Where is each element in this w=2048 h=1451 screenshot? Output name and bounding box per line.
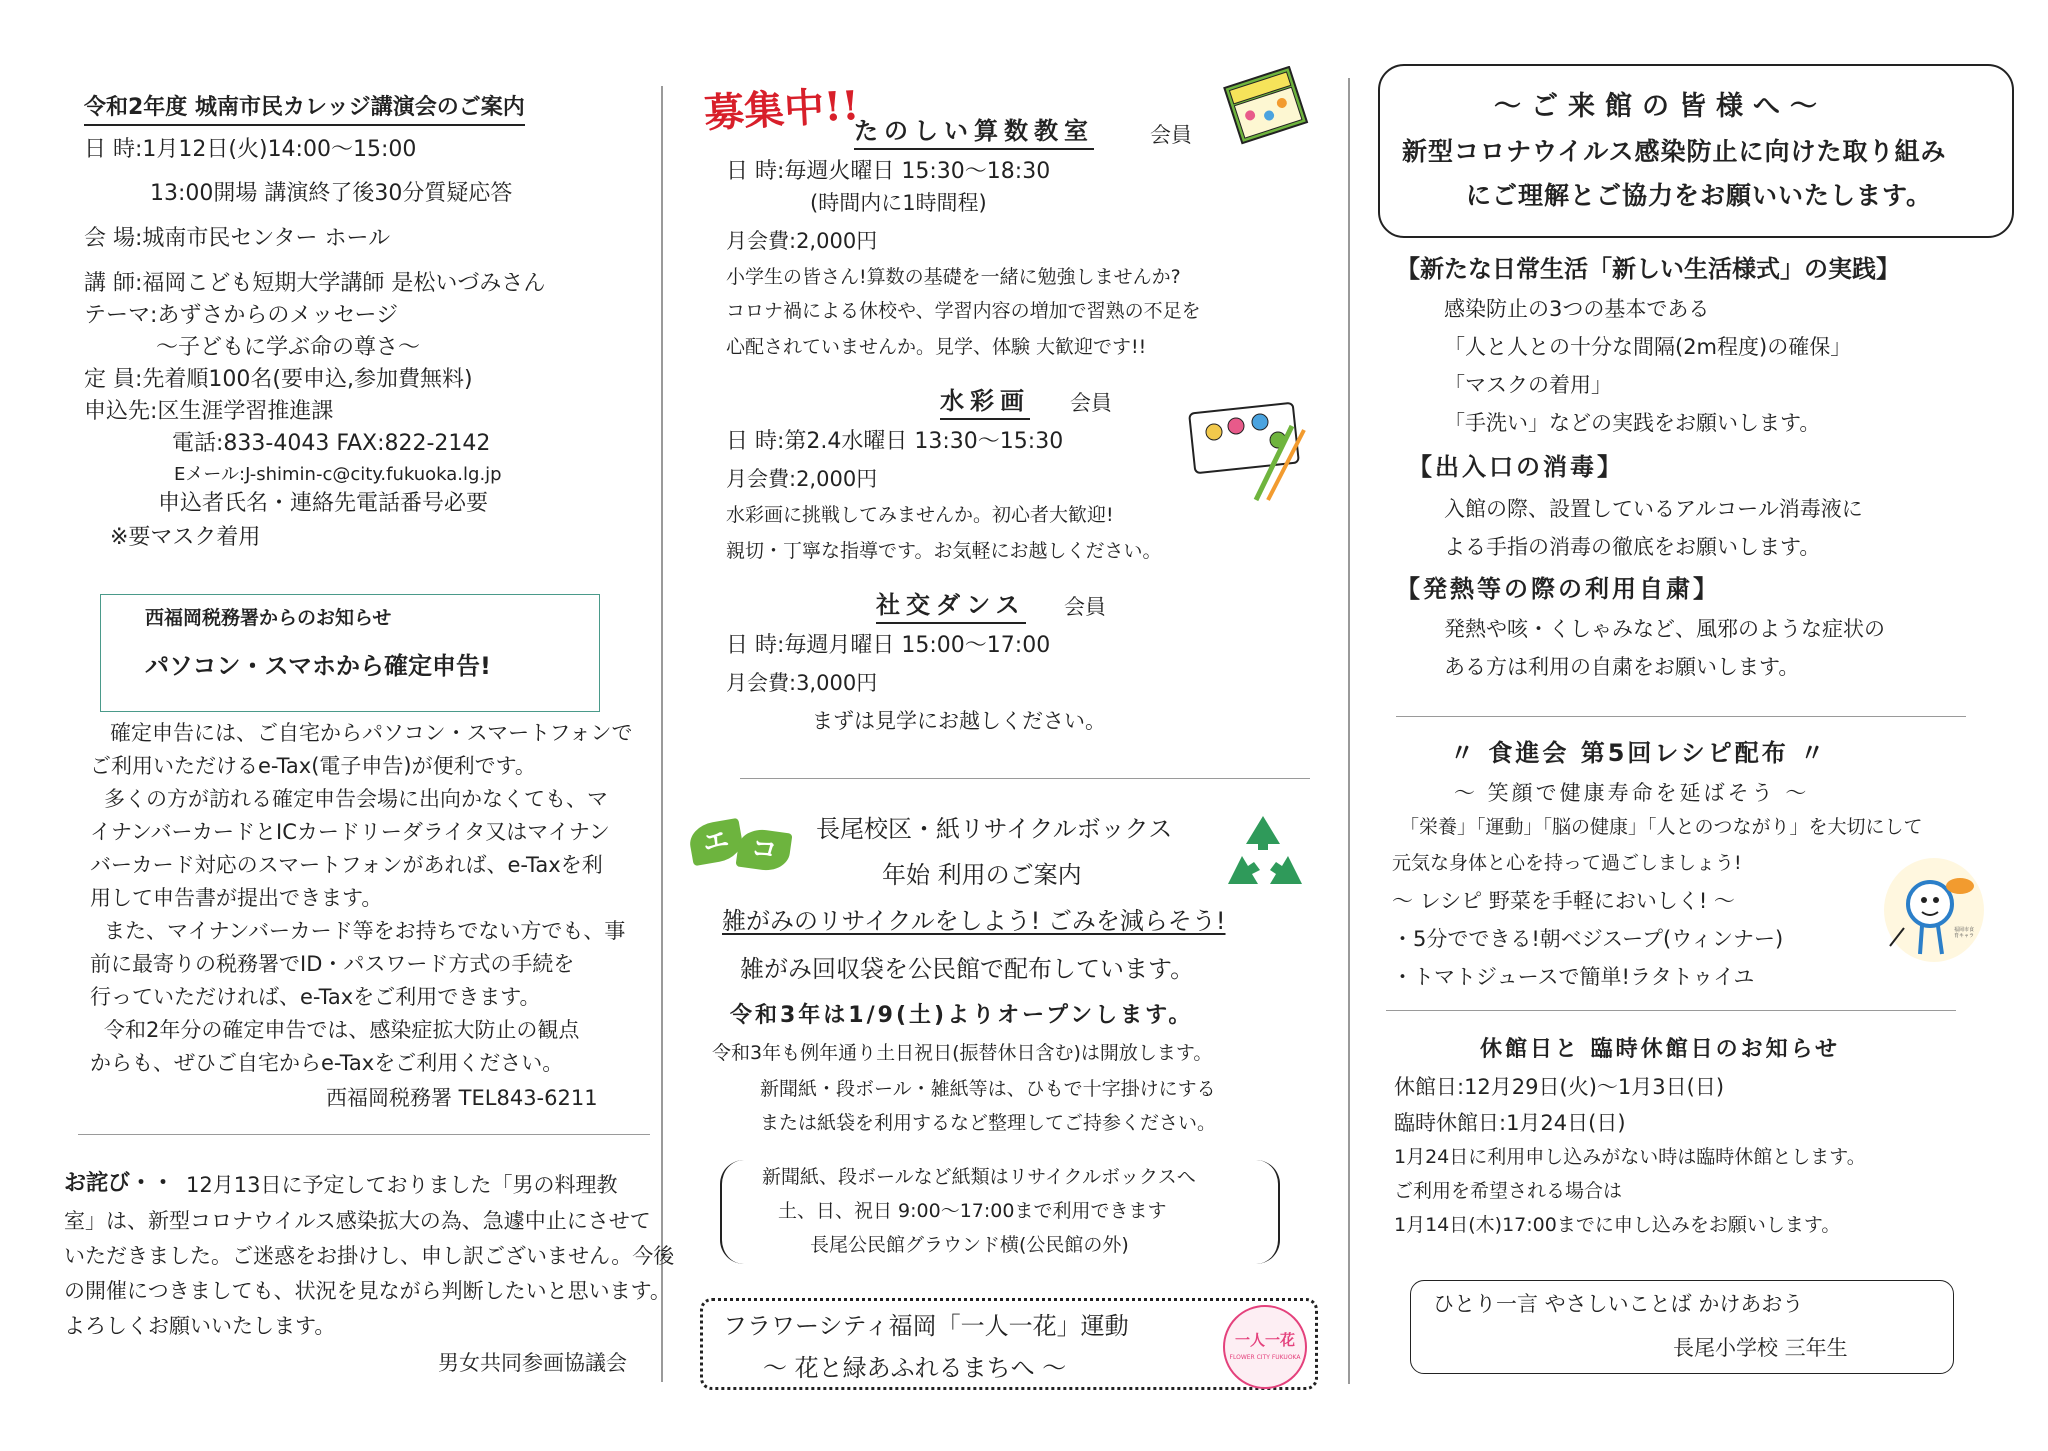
recycle-title-1: 長尾校区・紙リサイクルボックス: [816, 815, 1173, 843]
recycle-open: 令和3年は1/9(土)よりオープンします。: [730, 1003, 1194, 1028]
visitor-notice-line-2: にご理解とご協力をお願いいたします。: [1466, 181, 1933, 210]
apology-line: 12月13日に予定しておりました「男の料理教: [186, 1173, 618, 1197]
new-lifestyle-line: 「人と人との十分な間隔(2m程度)の確保」: [1444, 335, 1852, 359]
recipe-line-2: 元気な身体と心を持って過ごしましょう!: [1392, 852, 1742, 874]
col3-separator-2: [1386, 1010, 1956, 1011]
watercolor-datetime: 日 時:第2.4水曜日 13:30〜15:30: [726, 429, 1064, 454]
new-lifestyle-line: 感染防止の3つの基本である: [1444, 297, 1710, 321]
tax-line: バーカード対応のスマートフォンがあれば、e-Taxを利: [90, 853, 603, 877]
new-lifestyle-line: 「手洗い」などの実践をお願いします。: [1444, 411, 1821, 435]
eco-leaf-1: エ: [687, 818, 745, 866]
watercolor-line: 水彩画に挑戦してみませんか。初心者大歓迎!: [726, 504, 1114, 526]
fever-line: ある方は利用の自粛をお願いします。: [1444, 655, 1800, 679]
math-line: 小学生の皆さん!算数の基礎を一緒に勉強しませんか?: [726, 266, 1181, 288]
recipe-line-1: 「栄養」「運動」「脳の健康」「人とのつながり」を大切にして: [1400, 816, 1923, 838]
tax-box-header: 西福岡税務署からのお知らせ: [145, 607, 392, 629]
flower-line-1: フラワーシティ福岡「一人一花」運動: [723, 1312, 1129, 1340]
mascot-caption: 福岡市食育キャラ: [1954, 927, 1975, 939]
lecture-subtheme: 〜子どもに学ぶ命の尊さ〜: [156, 335, 421, 360]
recipe-item: ・トマトジュースで簡単!ラタトゥイユ: [1392, 965, 1755, 989]
tax-line: 行っていただければ、e-Taxをご利用できます。: [90, 985, 541, 1009]
paint-palette-icon: [1186, 396, 1316, 502]
col2-separator: [740, 778, 1310, 779]
math-line: コロナ禍による休校や、学習内容の増加で習熟の不足を: [726, 300, 1201, 322]
col1-separator: [78, 1134, 650, 1135]
recycle-note-1: 新聞紙・段ボール・雑紙等は、ひもで十字掛けにする: [760, 1078, 1216, 1100]
flower-city-box: [700, 1298, 1318, 1390]
col3-separator-1: [1396, 716, 1966, 717]
flower-line-2: 〜 花と緑あふれるまちへ 〜: [763, 1354, 1067, 1382]
entrance-heading: 【出入口の消毒】: [1408, 453, 1624, 481]
bracket-line: 土、日、祝日 9:00〜17:00まで利用できます: [778, 1200, 1167, 1222]
lecture-apply: 申込先:区生涯学習推進課: [84, 399, 334, 424]
tax-line: 前に最寄りの税務署でID・パスワード方式の手続を: [90, 952, 575, 976]
dance-fee: 月会費:3,000円: [726, 671, 878, 695]
recycle-icon: [1218, 812, 1308, 896]
bracket-line: 長尾公民館グラウンド横(公民館の外): [810, 1234, 1129, 1256]
tax-line: ご利用いただけるe-Tax(電子申告)が便利です。: [90, 754, 536, 778]
dance-datetime: 日 時:毎週月曜日 15:00〜17:00: [726, 633, 1051, 658]
tax-signature: 西福岡税務署 TEL843-6211: [326, 1086, 598, 1110]
apology-line: いただきました。ご迷惑をお掛けし、申し訳ございません。今後: [64, 1244, 675, 1268]
dance-title: 社交ダンス: [876, 590, 1026, 624]
recipe-subtitle: 〜 笑顔で健康寿命を延ばそう 〜: [1454, 781, 1810, 805]
eco-leaf-icon: [690, 818, 794, 874]
recipe-title: 〃 食進会 第5回レシピ配布 〃: [1450, 739, 1828, 767]
visitor-notice-box: [1378, 64, 2014, 238]
recycle-holiday: 令和3年も例年通り土日祝日(振替休日含む)は開放します。: [712, 1042, 1213, 1064]
math-datetime: 日 時:毎週火曜日 15:30〜18:30: [726, 159, 1051, 184]
recycle-bag: 雑がみ回収袋を公民館で配布しています。: [740, 955, 1195, 983]
lecture-open: 13:00開場 講演終了後30分質疑応答: [150, 181, 513, 206]
recipe-head: 〜 レシピ 野菜を手軽においしく! 〜: [1392, 889, 1735, 913]
kind-words-line-2: 長尾小学校 三年生: [1673, 1336, 1848, 1360]
lecture-mask: ※要マスク着用: [110, 525, 261, 550]
tax-line: 用して申告書が提出できます。: [90, 886, 383, 910]
math-line: 心配されていませんか。見学、体験 大歓迎です!!: [726, 336, 1147, 358]
tax-line: イナンバーカードとICカードリーダライタ又はマイナン: [90, 820, 610, 844]
closed-regular: 休館日:12月29日(火)〜1月3日(日): [1394, 1075, 1725, 1099]
closed-temporary: 臨時休館日:1月24日(日): [1394, 1111, 1626, 1135]
lecture-capacity: 定 員:先着順100名(要申込,参加費無料): [84, 367, 473, 392]
entrance-line: よる手指の消毒の徹底をお願いします。: [1444, 535, 1821, 559]
lecture-phone: 電話:833-4043 FAX:822-2142: [172, 431, 491, 456]
tax-line: 確定申告には、ご自宅からパソコン・スマートフォンで: [110, 721, 633, 745]
flower-city-logo: [1223, 1305, 1307, 1389]
recipe-item: ・5分でできる!朝ベジスープ(ウィンナー): [1392, 927, 1784, 951]
tax-line: また、マイナンバーカード等をお持ちでない方でも、事: [104, 919, 626, 943]
tax-line: 多くの方が訪れる確定申告会場に出向かなくても、マ: [104, 787, 608, 811]
fever-line: 発熱や咳・くしゃみなど、風邪のような症状の: [1444, 617, 1885, 641]
flower-logo-main: 一人一花: [1234, 1331, 1295, 1349]
lecture-datetime: 日 時:1月12日(火)14:00〜15:00: [84, 137, 417, 162]
closed-line-3: 1月14日(木)17:00までに申し込みをお願いします。: [1394, 1214, 1841, 1236]
recycle-note-2: または紙袋を利用するなど整理してご持参ください。: [760, 1112, 1217, 1134]
apology-line: よろしくお願いいたします。: [64, 1314, 336, 1338]
apology-line: 室」は、新型コロナウイルス感染拡大の為、急遽中止にさせて: [64, 1209, 651, 1233]
new-lifestyle-heading: 【新たな日常生活「新しい生活様式」の実践】: [1396, 255, 1900, 283]
flower-logo-sub: FLOWER CITY FUKUOKA: [1229, 1354, 1301, 1361]
tax-line: からも、ぜひご自宅からe-Taxをご利用ください。: [90, 1051, 564, 1075]
apology-lead: お詫び・・: [64, 1171, 175, 1196]
lecture-venue: 会 場:城南市民センター ホール: [84, 226, 391, 251]
math-member: 会員: [1150, 123, 1192, 147]
recycle-bracket-box: [720, 1160, 1280, 1264]
column-divider-right: [1348, 78, 1350, 1384]
lecture-title: 令和2年度 城南市民カレッジ講演会のご案内: [84, 94, 525, 126]
apology-line: の開催につきましても、状況を見ながら判断したいと思います。: [64, 1279, 671, 1303]
recycle-slogan: 雑がみのリサイクルをしよう! ごみを減らそう!: [722, 907, 1226, 935]
math-fee: 月会費:2,000円: [726, 229, 878, 253]
fever-heading: 【発熱等の際の利用自粛】: [1396, 575, 1720, 603]
apology-signature: 男女共同参画協議会: [438, 1351, 627, 1375]
watercolor-line: 親切・丁寧な指導です。お気軽にお越しください。: [726, 540, 1162, 562]
closed-line-1: 1月24日に利用申し込みがない時は臨時休館とします。: [1394, 1146, 1866, 1168]
new-lifestyle-line: 「マスクの着用」: [1444, 373, 1612, 397]
visitor-notice-title: 〜ご来館の皆様へ〜: [1494, 91, 1827, 122]
recycle-title-2: 年始 利用のご案内: [882, 861, 1082, 889]
dance-note: まずは見学にお越しください。: [812, 709, 1106, 733]
column-divider-left: [661, 86, 663, 1382]
bracket-line: 新聞紙、段ボールなど紙類はリサイクルボックスへ: [762, 1166, 1196, 1188]
lecture-lecturer: 講 師:福岡こども短期大学講師 是松いづみさん: [84, 271, 546, 296]
recruit-heading: 募集中!!: [703, 81, 861, 138]
kind-words-box: [1410, 1280, 1954, 1374]
lecture-required: 申込者氏名・連絡先電話番号必要: [158, 491, 489, 516]
kind-words-line-1: ひとり一言 やさしいことば かけあおう: [1433, 1292, 1804, 1316]
food-mascot-icon: [1884, 858, 1984, 962]
closed-title: 休館日と 臨時休館日のお知らせ: [1480, 1037, 1841, 1062]
watercolor-title: 水彩画: [940, 386, 1030, 420]
lecture-email[interactable]: Eメール:J-shimin-c@city.fukuoka.lg.jp: [174, 464, 502, 485]
tax-box-title: パソコン・スマホから確定申告!: [145, 652, 491, 680]
dance-member: 会員: [1064, 595, 1106, 619]
closed-line-2: ご利用を希望される場合は: [1394, 1180, 1623, 1202]
watercolor-fee: 月会費:2,000円: [726, 467, 878, 491]
math-book-icon: [1218, 66, 1314, 146]
entrance-line: 入館の際、設置しているアルコール消毒液に: [1444, 497, 1863, 521]
math-note: (時間内に1時間程): [810, 191, 987, 215]
lecture-theme: テーマ:あずさからのメッセージ: [84, 303, 399, 328]
tax-line: 令和2年分の確定申告では、感染症拡大防止の観点: [104, 1018, 580, 1042]
eco-leaf-2: コ: [735, 827, 792, 874]
watercolor-member: 会員: [1070, 391, 1112, 415]
visitor-notice-line-1: 新型コロナウイルス感染防止に向けた取り組み: [1402, 137, 1947, 166]
tax-notice-box: [100, 594, 600, 712]
math-title: たのしい算数教室: [854, 116, 1094, 150]
